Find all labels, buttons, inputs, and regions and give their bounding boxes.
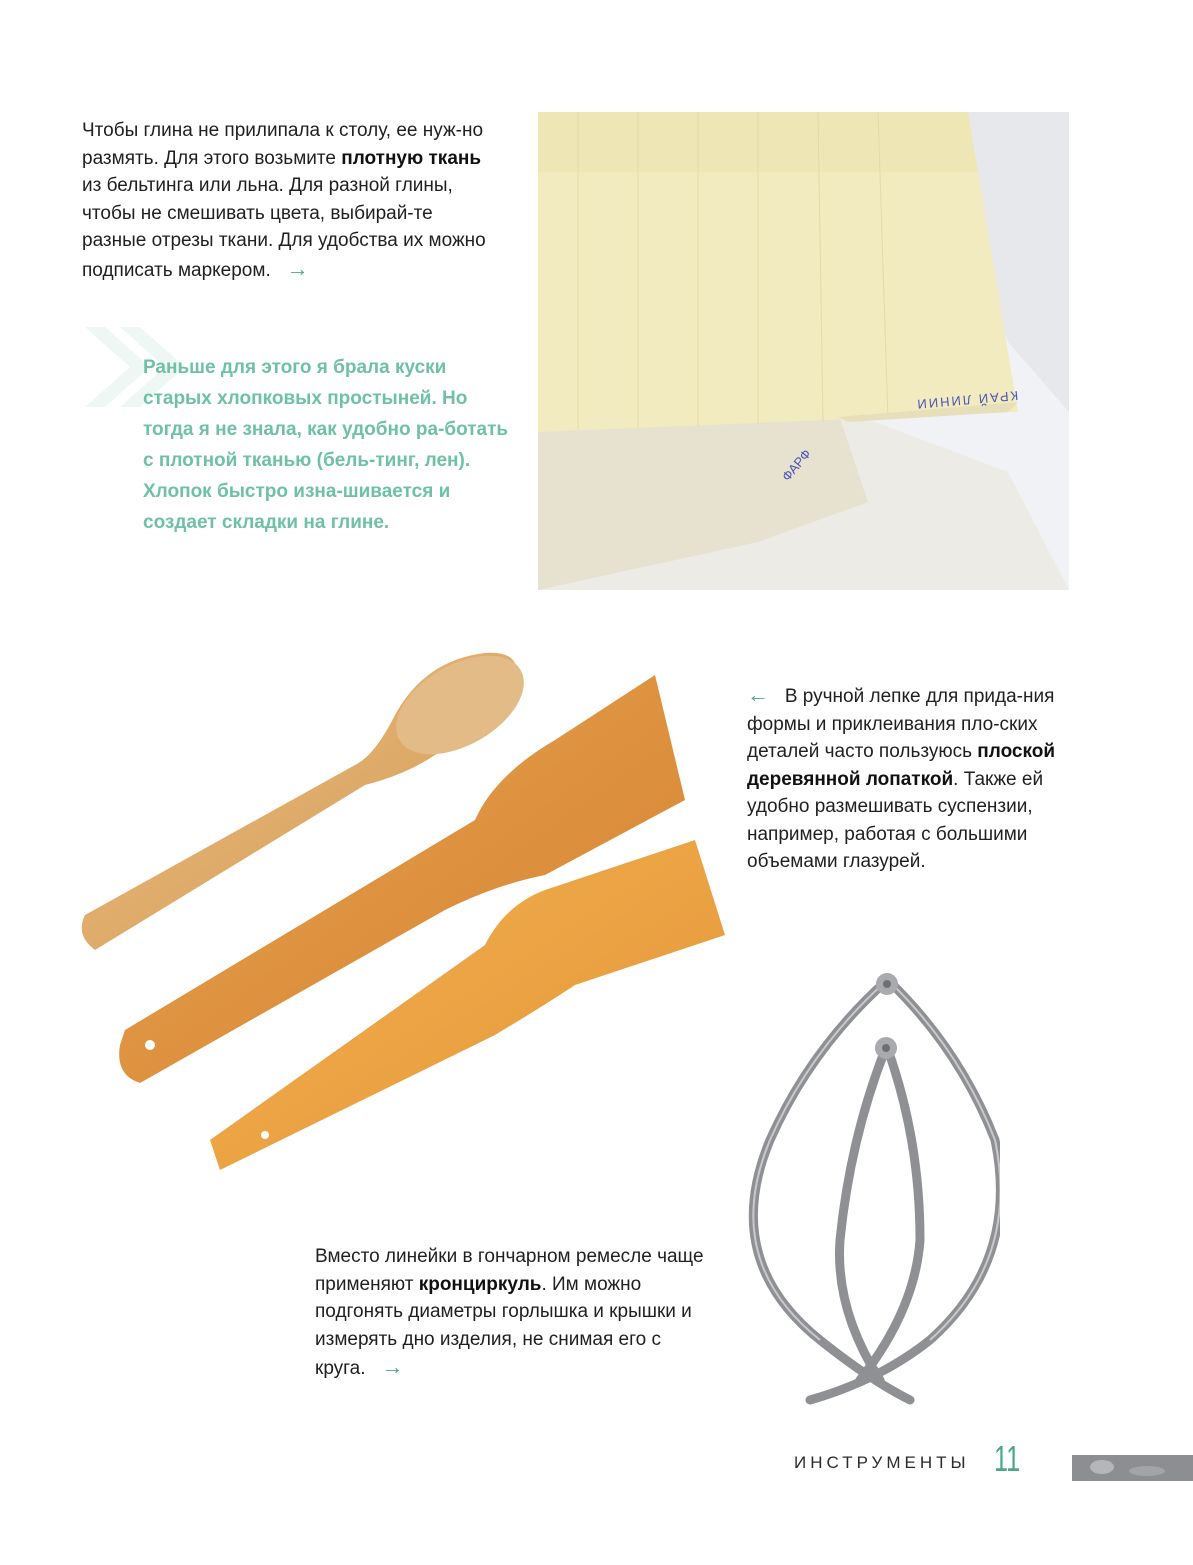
paragraph-text: Чтобы глина не прилипала к столу, ее нуж-но размять. Для этого возьмите: [82, 120, 484, 169]
paragraph-text: . Им можно подгонять диаметры горлышка и крышки и измерять дно изделия, не снимая его с круга.: [315, 1273, 692, 1379]
cloth-label: КРАЙ ЛИНИИ: [914, 388, 1019, 412]
paragraph-text: В ручной лепке для прида-ния формы и приклеивания пло-ских деталей часто пользуюсь: [747, 686, 1055, 762]
paragraph-text: . Также ей удобно размешивать суспензии, например, работая с большими объемами глазурей.: [747, 768, 1044, 872]
section-title: ИНСТРУМЕНТЫ: [794, 1453, 970, 1472]
highlight-term: кронциркуль: [418, 1273, 542, 1295]
spatula-paragraph: [747, 681, 1077, 876]
decorative-strip: [1072, 1455, 1193, 1481]
caliper-paragraph: [315, 1243, 705, 1383]
page-number: 11: [994, 1438, 1021, 1479]
cloth-label: ФАРФ: [778, 446, 814, 484]
paragraph-text: из бельтинга или льна. Для разной глины, чтобы не смешивать цвета, выбирай-те разные отрезы ткани. Для удобства их можно подписать маркером.: [82, 175, 486, 281]
wooden-tools-photo: [75, 645, 735, 1185]
arrow-right-icon: →: [381, 1354, 404, 1379]
arrow-left-icon: ←: [747, 682, 769, 707]
caliper-photo: [730, 960, 1000, 1410]
cloth-photo: [538, 112, 1069, 590]
highlight-term: плоской деревянной лопаткой: [747, 741, 1056, 790]
highlight-term: плотную ткань: [341, 147, 482, 169]
author-quote: Раньше для этого я брала куски старых хлопковых простыней. Но тогда я не знала, как удобно ра-ботать с плотной тканью (бель-тинг, лен). Хлопок быстро изна-шивается и создает складки на глине.: [143, 357, 509, 533]
paragraph-text: Вместо линейки в гончарном ремесле чаще применяют: [315, 1246, 704, 1295]
intro-paragraph: [82, 117, 492, 284]
arrow-right-icon: →: [286, 255, 309, 281]
